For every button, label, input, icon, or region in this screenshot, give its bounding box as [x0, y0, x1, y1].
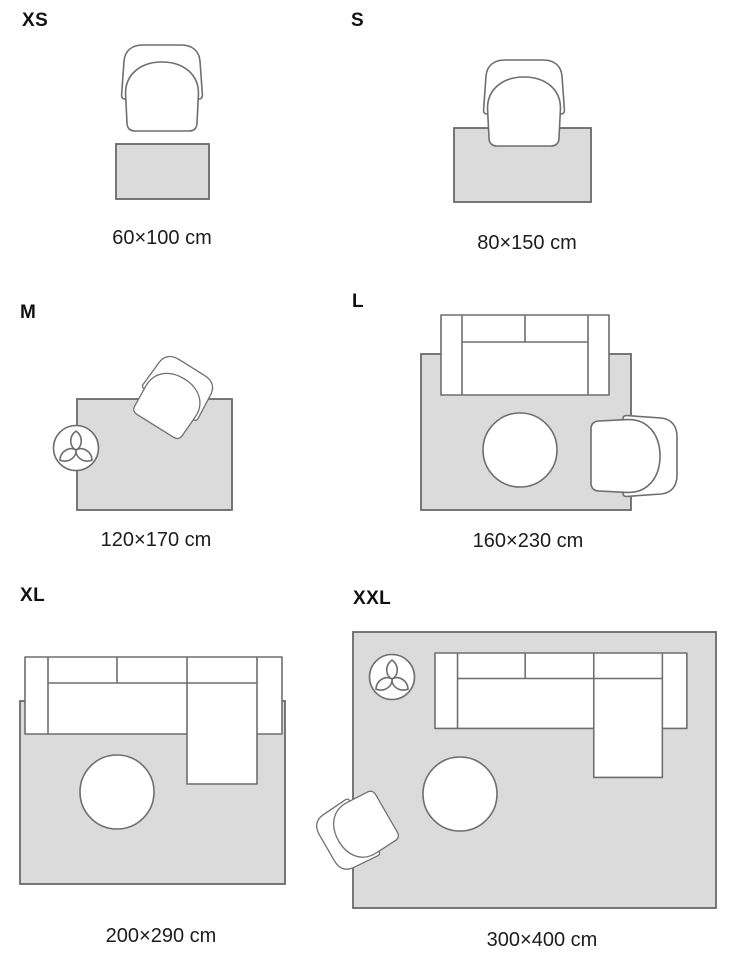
plant-icon: [370, 655, 415, 700]
size-label-s: S: [351, 10, 365, 31]
round-table-icon: [483, 413, 557, 487]
size-label-xxl: XXL: [353, 588, 392, 609]
armchair-icon: [122, 45, 203, 131]
scene-xxl: [311, 632, 716, 908]
size-label-xl: XL: [20, 585, 46, 606]
dimension-label-xxl: 300×400 cm: [486, 929, 598, 951]
dimension-label-l: 160×230 cm: [472, 530, 584, 552]
scene-m: [54, 350, 233, 510]
rug-xs: [116, 144, 209, 199]
armchair-icon: [484, 60, 565, 146]
dimension-label-m: 120×170 cm: [100, 529, 212, 551]
sofa-icon: [441, 315, 609, 395]
size-label-m: M: [20, 302, 37, 323]
scene-xl: [20, 657, 285, 884]
dimension-label-xs: 60×100 cm: [112, 227, 212, 249]
scene-xs: [116, 45, 209, 199]
scene-l: [421, 315, 677, 510]
size-label-l: L: [352, 291, 365, 312]
round-table-icon: [80, 755, 154, 829]
scene-s: [454, 60, 591, 202]
dimension-label-s: 80×150 cm: [477, 232, 577, 254]
armchair-icon: [591, 416, 677, 497]
size-label-xs: XS: [22, 10, 49, 31]
plant-icon: [54, 426, 99, 471]
round-table-icon: [423, 757, 497, 831]
dimension-label-xl: 200×290 cm: [105, 925, 217, 947]
